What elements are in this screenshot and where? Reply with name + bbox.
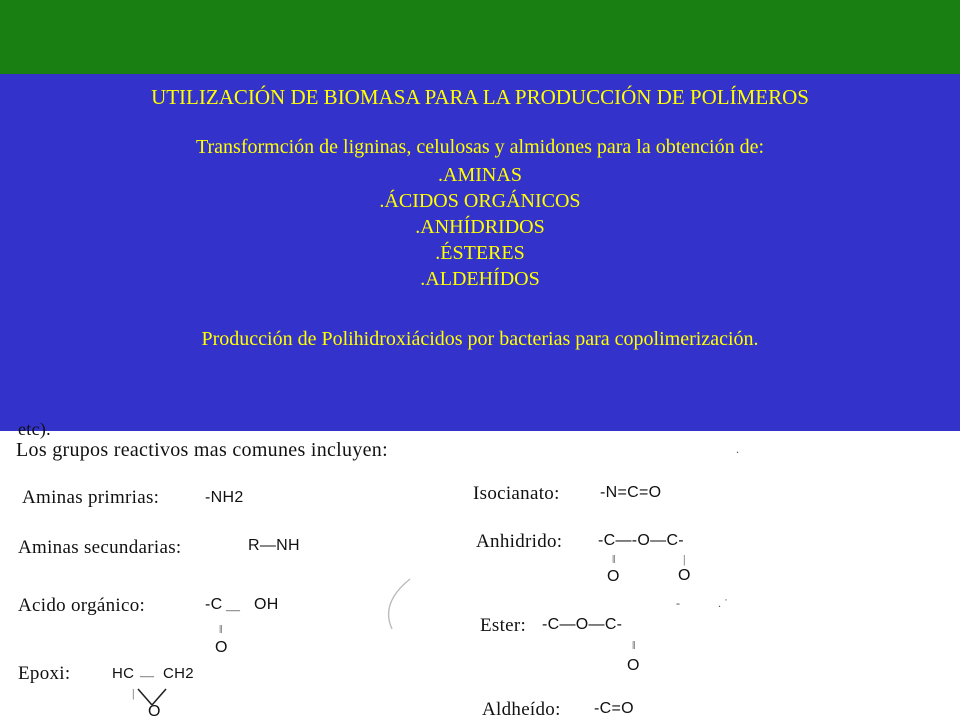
- double-bond: ǁ: [612, 552, 616, 566]
- organic-acid-o: O: [215, 639, 228, 656]
- epoxy-ch2: CH2: [163, 665, 194, 682]
- cut-off-text: etc).: [18, 419, 51, 439]
- products-list: [0, 162, 960, 292]
- primary-amines-label: Aminas primrias:: [22, 487, 160, 508]
- ester-label: Ester:: [480, 615, 527, 636]
- isocyanate-formula: -N=C=O: [600, 484, 662, 501]
- epoxy-o: O: [148, 703, 161, 720]
- secondary-amines-formula: R—NH: [248, 537, 300, 554]
- dot-mark: .: [736, 442, 739, 456]
- ester-o: O: [627, 657, 640, 674]
- epoxy-hc: HC: [112, 665, 135, 682]
- dot-mark: -: [676, 596, 680, 610]
- list-item: .ÁCIDOS ORGÁNICOS: [379, 190, 581, 212]
- bond-dash: —: [140, 669, 154, 684]
- epoxy-label: Epoxi:: [18, 663, 71, 684]
- aldehyde-label: Aldheído:: [482, 699, 561, 720]
- anhydride-label: Anhidrido:: [476, 531, 563, 552]
- bond-dash: —: [226, 603, 240, 618]
- double-bond: ǁ: [632, 638, 636, 652]
- list-item: .ALDEHÍDOS: [420, 268, 540, 290]
- dot-mark: . ˙: [718, 596, 728, 610]
- slide-title: UTILIZACIÓN DE BIOMASA PARA LA PRODUCCIÓN DE POLÍMEROS: [151, 85, 809, 109]
- scanned-page: [0, 419, 960, 720]
- organic-acid-formula-c: -C: [205, 596, 223, 613]
- list-item: .ÉSTERES: [435, 242, 525, 264]
- section-heading: Los grupos reactivos mas comunes incluyen:: [16, 439, 388, 461]
- organic-acid-label: Acido orgánico:: [18, 595, 146, 616]
- bond-mark: |: [132, 686, 135, 700]
- organic-acid-formula-oh: OH: [254, 596, 279, 613]
- list-item: .AMINAS: [438, 164, 522, 186]
- primary-amines-formula: -NH2: [205, 489, 244, 506]
- secondary-amines-label: Aminas secundarias:: [18, 537, 182, 558]
- anhydride-o1: O: [607, 568, 620, 585]
- isocyanate-label: Isocianato:: [473, 483, 560, 504]
- aldehyde-formula: -C=O: [594, 700, 634, 717]
- anhydride-o2: O: [678, 567, 691, 584]
- top-green-bar: [0, 0, 960, 74]
- anhydride-formula: -C—-O—C-: [598, 532, 684, 549]
- double-bond: ǁ: [219, 622, 223, 636]
- intro-text: Transformción de ligninas, celulosas y almidones para la obtención de:: [195, 136, 765, 158]
- slide-panel: [0, 74, 960, 431]
- double-bond: |: [683, 552, 686, 566]
- ester-formula: -C—O—C-: [542, 616, 623, 633]
- list-item: .ANHÍDRIDOS: [415, 216, 545, 238]
- bottom-text: Producción de Polihidroxiácidos por bacterias para copolimerización.: [201, 328, 759, 350]
